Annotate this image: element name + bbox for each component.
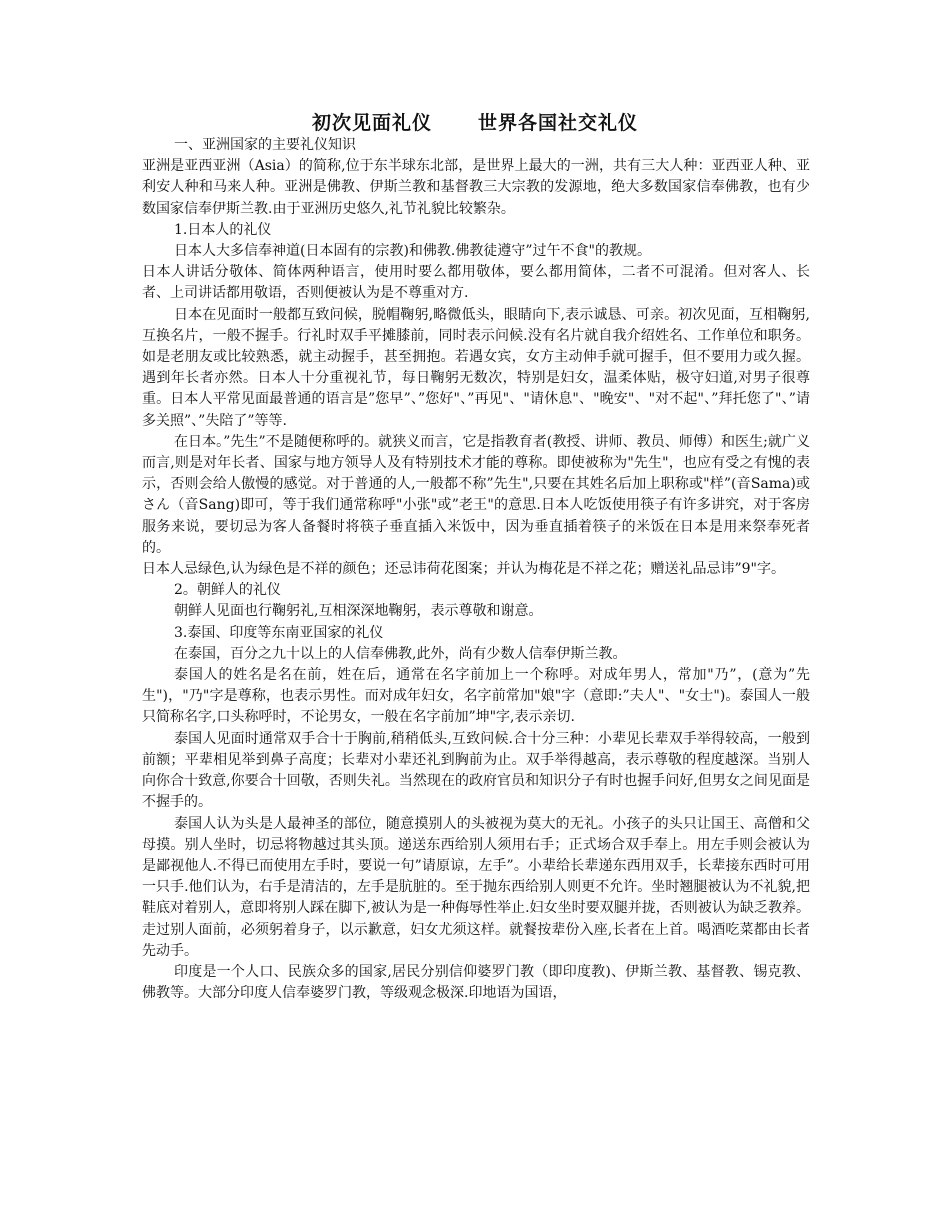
paragraph: 泰国人的姓名是名在前，姓在后，通常在名字前加上一个称呼。对成年男人，常加"乃”，(意为”先生")，"乃"字是尊称，也表示男性。而对成年妇女，名字前常加"娘"字（意即:”夫人"、"女士")。泰国人一般只简称名字,口头称呼时，不论男女，一般在名字前加”坤"字,表示亲切. bbox=[142, 667, 810, 726]
paragraph: 2。朝鲜人的礼仪 bbox=[174, 582, 281, 599]
paragraph: 一、亚洲国家的主要礼仪知识 bbox=[174, 137, 356, 153]
paragraph: 亚洲是亚西亚洲（Asia）的简称,位于东半球东北部，是世界上最大的一洲，共有三大人种：亚西亚人种、亚利安人种和马来人种。亚洲是佛教、伊斯兰教和基督教三大宗教的发源地，绝大多数国家信奉佛教，也有少数国家信奉伊斯兰教.由于亚洲历史悠久,礼节礼貌比较繁杂。 bbox=[142, 158, 810, 217]
paragraph: 朝鲜人见面也行鞠躬礼,互相深深地鞠躬，表示尊敬和谢意。 bbox=[174, 603, 543, 620]
title-left: 初次见面礼仪 bbox=[311, 112, 432, 134]
document-body bbox=[142, 135, 810, 1004]
paragraph: 在泰国，百分之九十以上的人信奉佛教,此外，尚有少数人信奉伊斯兰教。 bbox=[174, 645, 627, 662]
paragraph: 3.泰国、印度等东南亚国家的礼仪 bbox=[174, 624, 384, 641]
paragraph: 在日本。”先生”不是随便称呼的。就狭义而言，它是指教育者(教授、讲师、教员、师傅）和医生;就广义而言,则是对年长者、国家与地方领导人及有特别技术才能的尊称。即使被称为"先生"，也应有受之有愧的表示，否则会给人傲慢的感觉。对于普通的人,一般都不称”先生",只要在其姓名后加上职称或"样”(音Sama)或さん（音Sang)即可，等于我们通常称呼"小张"或”老王"的意思.日本人吃饭使用筷子有许多讲究，对于客房服务来说，要切忌为客人备餐时将筷子垂直插入米饭中，因为垂直插着筷子的米饭在日本是用来祭奉死者的。 bbox=[142, 433, 810, 556]
paragraph: 日本人忌绿色,认为绿色是不祥的颜色；还忌讳荷花图案；并认为梅花是不祥之花；赠送礼品忌讳”9"字。 bbox=[142, 561, 785, 578]
title-right: 世界各国社交礼仪 bbox=[478, 112, 639, 134]
page-title bbox=[0, 108, 950, 135]
paragraph: 日本在见面时一般都互致问候，脱帽鞠躬,略微低头，眼睛向下,表示诚恳、可亲。初次见面，互相鞠躬,互换名片，一般不握手。行礼时双手平摊膝前，同时表示问候.没有名片就自我介绍姓名、工作单位和职务。如是老朋友或比较熟悉，就主动握手，甚至拥抱。若遇女宾，女方主动伸手就可握手，但不要用力或久握。遇到年长者亦然。日本人十分重视礼节，每日鞠躬无数次，特别是妇女，温柔体贴，极守妇道,对男子很尊重。日本人平常见面最普通的语言是”您早”、”您好"、”再见"、"请休息"、"晚安"、"对不起"、”拜托您了"、”请多关照”、”失陪了”等等. bbox=[142, 306, 810, 429]
paragraph: 1.日本人的礼仪 bbox=[174, 221, 272, 238]
paragraph: 日本人讲话分敬体、简体两种语言，使用时要么都用敬体，要么都用简体，二者不可混淆。但对客人、长者、上司讲话都用敬语，否则便被认为是不尊重对方. bbox=[142, 264, 810, 302]
paragraph: 印度是一个人口、民族众多的国家,居民分别信仰婆罗门教（即印度教)、伊斯兰教、基督教、锡克教、佛教等。大部分印度人信奉婆罗门教，等级观念极深.印地语为国语， bbox=[142, 963, 810, 1002]
paragraph: 泰国人见面时通常双手合十于胸前,稍稍低头,互致问候.合十分三种：小辈见长辈双手举得较高，一般到前额；平辈相见举到鼻子高度；长辈对小辈还礼到胸前为止。双手举得越高，表示尊敬的程度越深。当别人向你合十致意,你要合十回敬，否则失礼。当然现在的政府官员和知识分子有时也握手问好,但男女之间见面是不握手的。 bbox=[142, 730, 810, 811]
paragraph: 泰国人认为头是人最神圣的部位，随意摸别人的头被视为莫大的无礼。小孩子的头只让国王、高僧和父母摸。别人坐时，切忌将物越过其头顶。递送东西给别人须用右手；正式场合双手奉上。用左手则会被认为是鄙视他人.不得已而使用左手时，要说一句”请原谅，左手”。小辈给长辈递东西用双手，长辈接东西时可用一只手.他们认为，右手是清洁的，左手是肮脏的。至于抛东西给别人则更不允许。坐时翘腿被认为不礼貌,把鞋底对着别人，意即将别人踩在脚下,被认为是一种侮辱性举止.妇女坐时要双腿并拢，否则被认为缺乏教养。走过别人面前，必须躬着身子，以示歉意，妇女尤须这样。就餐按辈份入座,长者在上首。喝酒吃菜都由长者先动手。 bbox=[142, 815, 810, 959]
paragraph: 日本人大多信奉神道(日本固有的宗教)和佛教.佛教徒遵守”过午不食"的教规。 bbox=[174, 243, 651, 260]
